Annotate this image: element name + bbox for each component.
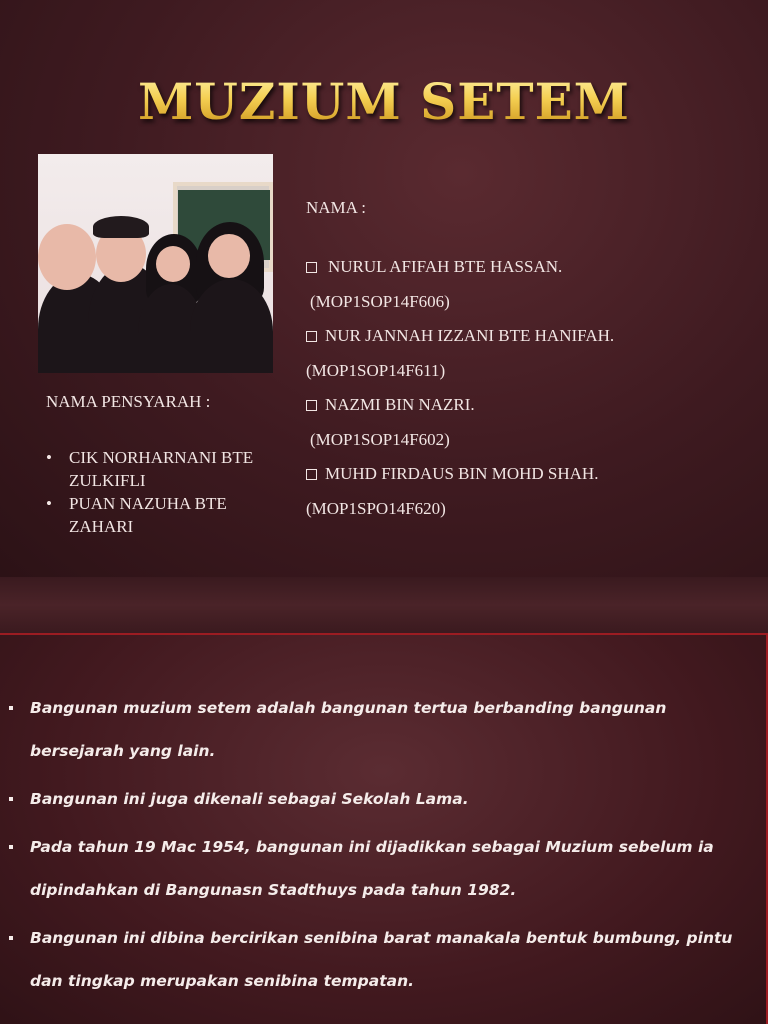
slide-title: MUZIUM SETEM: [0, 72, 768, 131]
member-name: NUR JANNAH IZZANI BTE HANIFAH.: [325, 326, 615, 345]
group-photo: [38, 154, 273, 373]
member-code: (MOP1SOP14F602): [310, 430, 450, 449]
list-item: [46, 492, 276, 538]
bullet: •: [46, 448, 52, 467]
nama-label: NAMA :: [306, 198, 366, 217]
list-item: [0, 826, 768, 912]
fact-list: [0, 687, 768, 1003]
square-bullet-icon: [9, 845, 13, 849]
fact-line: Bangunan muzium setem adalah bangunan tertua berbanding bangunan: [30, 699, 667, 717]
pensyarah-label: NAMA PENSYARAH :: [46, 392, 211, 411]
list-item: [0, 917, 768, 1003]
slide-separator: [0, 577, 768, 633]
lecturer-name: PUAN NAZUHA BTE ZAHARI: [69, 494, 227, 536]
checkbox-icon: [306, 262, 317, 273]
checkbox-icon: [306, 400, 317, 411]
member-name: NURUL AFIFAH BTE HASSAN.: [328, 257, 563, 276]
fact-line: bersejarah yang lain.: [30, 742, 216, 760]
square-bullet-icon: [9, 936, 13, 940]
member-list: [306, 250, 746, 526]
fact-line: dipindahkan di Bangunasn Stadthuys pada tahun 1982.: [30, 881, 517, 899]
lecturer-name: CIK NORHARNANI BTE ZULKIFLI: [69, 448, 254, 490]
fact-line: Bangunan ini juga dikenali sebagai Sekolah Lama.: [30, 790, 469, 808]
fact-line: dan tingkap merupakan senibina tempatan.: [30, 972, 414, 990]
member-name-row: [306, 457, 746, 491]
fact-line: Bangunan ini dibina bercirikan senibina barat manakala bentuk bumbung, pintu: [30, 929, 733, 947]
list-item: [0, 687, 768, 773]
list-item: [46, 446, 276, 492]
member-code: (MOP1SOP14F606): [310, 292, 450, 311]
slide-2: [0, 633, 768, 1024]
member-name-row: [306, 388, 746, 422]
square-bullet-icon: [9, 797, 13, 801]
member-name: MUHD FIRDAUS BIN MOHD SHAH.: [325, 464, 599, 483]
member-name: NAZMI BIN NAZRI.: [325, 395, 475, 414]
member-code: (MOP1SOP14F611): [306, 361, 446, 380]
member-code: (MOP1SPO14F620): [306, 499, 446, 518]
member-name-row: [306, 250, 746, 284]
square-bullet-icon: [9, 706, 13, 710]
lecturer-list: [46, 446, 276, 538]
checkbox-icon: [306, 469, 317, 480]
bullet: •: [46, 494, 52, 513]
list-item: [0, 778, 768, 821]
member-name-row: [306, 319, 746, 353]
checkbox-icon: [306, 331, 317, 342]
fact-line: Pada tahun 19 Mac 1954, bangunan ini dijadikkan sebagai Muzium sebelum ia: [30, 838, 714, 856]
